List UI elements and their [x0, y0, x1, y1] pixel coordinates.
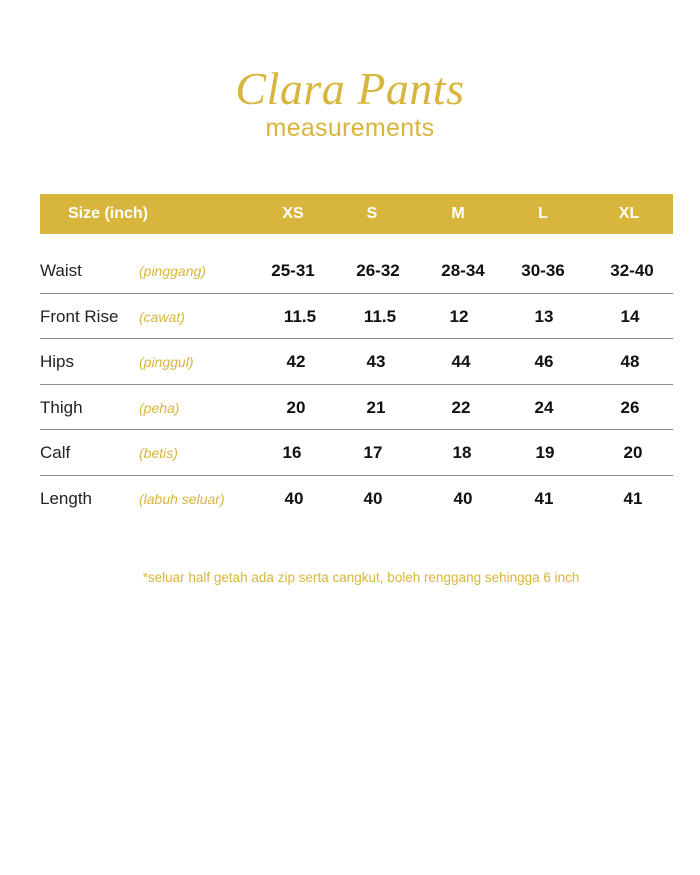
cell-s: 40: [363, 488, 383, 508]
footnote: *seluar half getah ada zip serta cangkut, boleh renggang sehingga 6 inch: [142, 570, 580, 585]
row-label: Front Rise: [40, 306, 119, 326]
cell-m: 18: [452, 443, 472, 462]
row-label-malay: (pinggul): [139, 354, 194, 370]
table-row-front-rise: [40, 294, 673, 340]
cell-s: 17: [363, 443, 383, 462]
cell-xs: 16: [282, 443, 302, 462]
table-row-waist: [40, 248, 673, 294]
cell-xl: 32-40: [610, 261, 654, 280]
cell-m: 12: [449, 306, 469, 326]
row-label-malay: (peha): [139, 399, 180, 416]
cell-l: 41: [534, 488, 554, 508]
row-label: Hips: [40, 352, 75, 371]
header-size-label: Size (inch): [68, 205, 149, 222]
page-subtitle: measurements: [265, 114, 435, 142]
cell-xl: 14: [620, 306, 640, 326]
cell-s: 26-32: [356, 261, 400, 280]
row-label: Thigh: [40, 397, 83, 417]
cell-xs: 40: [284, 488, 304, 508]
cell-l: 19: [535, 443, 555, 462]
table-row-length: [40, 476, 673, 522]
header-size-xs: XS: [282, 205, 304, 222]
header-size-m: M: [451, 205, 465, 222]
cell-xs: 11.5: [283, 306, 317, 326]
row-label: Length: [40, 488, 92, 508]
cell-xl: 20: [623, 443, 643, 462]
measurement-table-body: [40, 248, 673, 521]
header-size-l: L: [538, 205, 548, 222]
page-title: Clara Pants: [235, 63, 465, 114]
cell-s: 21: [366, 397, 386, 417]
cell-m: 44: [451, 352, 471, 371]
cell-s: 11.5: [363, 306, 397, 326]
header-size-xl: XL: [618, 205, 640, 222]
cell-m: 40: [453, 488, 473, 508]
cell-m: 22: [451, 397, 471, 417]
header-size-s: S: [366, 205, 378, 222]
row-label: Calf: [40, 443, 71, 462]
row-label-malay: (labuh seluar): [139, 490, 225, 507]
cell-xs: 42: [286, 352, 306, 371]
row-label: Waist: [40, 261, 82, 280]
cell-m: 28-34: [441, 261, 485, 280]
table-row-hips: [40, 339, 673, 385]
row-label-malay: (cawat): [139, 308, 185, 325]
cell-xl: 26: [620, 397, 640, 417]
row-label-malay: (betis): [139, 445, 178, 461]
cell-s: 43: [366, 352, 386, 371]
cell-l: 30-36: [521, 261, 565, 280]
cell-xs: 20: [286, 397, 306, 417]
row-label-malay: (pinggang): [139, 263, 206, 279]
table-row-calf: [40, 430, 673, 476]
cell-l: 46: [534, 352, 554, 371]
cell-xs: 25-31: [271, 261, 315, 280]
table-row-thigh: [40, 385, 673, 431]
cell-xl: 41: [623, 488, 643, 508]
cell-l: 13: [534, 306, 554, 326]
cell-xl: 48: [620, 352, 640, 371]
cell-l: 24: [534, 397, 554, 417]
table-header: [40, 194, 673, 234]
